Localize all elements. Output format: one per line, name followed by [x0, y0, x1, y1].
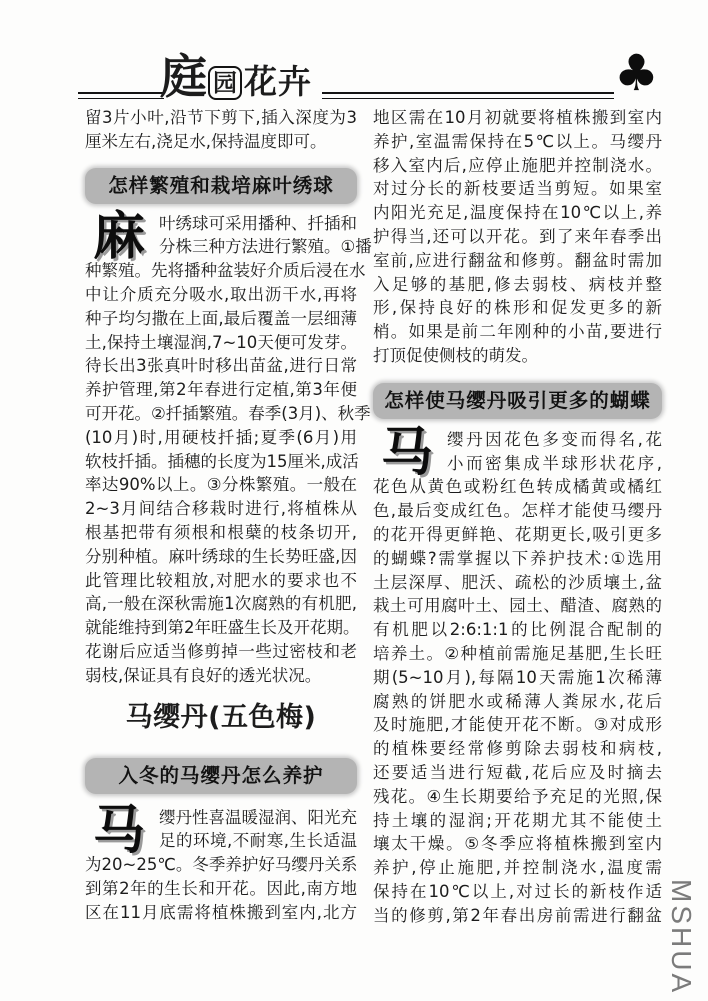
text-line: 分别种植。麻叶绣球的生长势旺盛,因	[85, 546, 357, 566]
text-line: 叶绣球可采用播种、扦插和	[159, 213, 357, 233]
text-line: 留3片小叶,沿节下剪下,插入深度为3	[85, 108, 357, 127]
text-line: 的蝴蝶?需掌握以下养护技术:①选用	[373, 548, 662, 568]
text-line: 厘米左右,浇足水,保持温度即可。	[85, 131, 327, 151]
intro-paragraph	[85, 106, 357, 154]
text-line: 根基把带有须根和根蘖的枝条切开,	[85, 522, 357, 542]
text-line: 入足够的基肥,修去弱枝、病枝并整	[373, 274, 662, 294]
text-line: 区在11月底需将植株搬到室内,北方	[85, 902, 357, 922]
article-spiraea-lines	[85, 206, 372, 688]
page-header-title	[160, 50, 312, 105]
text-line: 率达90%以上。③分株繁殖。一般在	[85, 475, 357, 495]
section-header-lantana-winter-care: 入冬的马缨丹怎么养护	[85, 758, 357, 794]
section-header-propagate-spiraea: 怎样繁殖和栽培麻叶绣球	[85, 168, 357, 204]
dropcap-ma-hemp: 麻	[92, 206, 145, 267]
text-line: 色,最后变成红色。怎样才能使马缨丹	[373, 501, 662, 521]
text-line: 室前,应进行翻盆和修剪。翻盆时需加	[373, 250, 662, 270]
text-line: 还要适当进行短截,花后应及时摘去	[373, 762, 662, 782]
text-line: 残花。④生长期要给予充足的光照,保	[373, 786, 662, 806]
right-column	[373, 106, 662, 928]
header-text-huahui: 花卉	[244, 62, 312, 101]
text-line: 种繁殖。先将播种盆装好介质后浸在水	[85, 261, 366, 281]
watermark-text: MSHUA	[666, 879, 697, 996]
text-line: 花色从黄色或粉红色转成橘黄或橘红	[373, 477, 662, 497]
header-rule-right	[322, 92, 614, 99]
text-line: 软枝扦插。插穗的长度为15厘米,成活	[85, 451, 359, 471]
text-line: 壤太干燥。⑤冬季应将植株搬到室内	[373, 834, 662, 854]
text-line: 期(5~10月),每隔10天需施1次稀薄	[373, 667, 662, 687]
page-header	[0, 44, 708, 106]
text-line: 养护,室温需保持在5℃以上。马缨丹	[373, 131, 662, 151]
text-line: 足的环境,不耐寒,生长适温	[159, 831, 357, 851]
section-header-lantana-butterflies: 怎样使马缨丹吸引更多的蝴蝶	[373, 383, 662, 419]
text-line: 栽土可用腐叶土、园土、醋渣、腐熟的	[373, 596, 662, 616]
text-line: 分株三种方法进行繁殖。①播	[159, 237, 372, 257]
article-lantana-winter-body	[85, 800, 358, 925]
text-line: 养护,停止施肥,并控制浇水,温度需	[373, 858, 662, 878]
article-spiraea-body	[85, 206, 372, 688]
article-title-lantana: 马缨丹(五色梅)	[125, 701, 317, 733]
text-line: 对过分长的新枝要适当剪短。如果室	[373, 179, 662, 199]
text-line: 就能维持到第2年旺盛生长及开花期。	[85, 618, 360, 638]
dropcap-ma-horse-right: 马	[380, 422, 433, 483]
text-columns	[85, 106, 662, 928]
text-line: 打顶促使侧枝的萌发。	[373, 345, 538, 365]
header-char-ting: 庭	[160, 50, 205, 105]
text-line: 可开花。②扦插繁殖。春季(3月)、秋季	[85, 403, 371, 423]
article-butterflies-body	[373, 422, 662, 928]
text-line: 土层深厚、肥沃、疏松的沙质壤土,盆	[373, 572, 662, 592]
article-butterflies-lines	[373, 422, 662, 928]
continued-paragraph	[373, 106, 662, 368]
text-line: 高,一般在深秋需施1次腐熟的有机肥,	[85, 594, 357, 614]
text-line: 土,保持土壤湿润,7~10天便可发芽。	[85, 332, 357, 352]
text-line: 待长出3张真叶时移出苗盆,进行日常	[85, 356, 357, 376]
text-line: 护得当,还可以开花。到了来年春季出	[373, 226, 662, 246]
text-line: 及时施肥,才能使开花不断。③对成形	[373, 715, 662, 735]
text-line: 移入室内后,应停止施肥并控制浇水。	[373, 155, 662, 175]
text-line: 缨丹性喜温暖湿润、阳光充	[159, 807, 357, 827]
dropcap-ma-horse-left: 马	[92, 800, 145, 861]
text-line: 弱枝,保证具有良好的透光状况。	[85, 665, 322, 685]
text-line: 为20~25℃。冬季养护好马缨丹关系	[85, 855, 358, 875]
text-line: 腐熟的饼肥水或稀薄人粪尿水,花后	[373, 691, 662, 711]
text-line: 此管理比较粗放,对肥水的要求也不	[85, 570, 357, 590]
text-line: 保持在10℃以上,对过长的新枝作适	[373, 881, 662, 901]
text-line: 有机肥以2:6:1:1的比例混合配制的	[373, 620, 662, 640]
text-line: 的花开得更鲜艳、花期更长,吸引更多	[373, 524, 662, 544]
text-line: 地区需在10月初就要将植株搬到室内	[373, 108, 662, 127]
text-line: 培养土。②种植前需施足基肥,生长旺	[373, 643, 662, 663]
text-line: 缨丹因花色多变而得名,花	[447, 429, 662, 449]
left-column	[85, 106, 372, 928]
text-line: (10月)时,用硬枝扦插;夏季(6月)用	[85, 427, 357, 447]
text-line: 小而密集成半球形状花序,	[447, 453, 662, 473]
header-char-yuan-boxed: 园	[208, 66, 242, 100]
club-tree-ornament-icon: ♣	[614, 44, 659, 102]
text-line: 持土壤的湿润;开花期尤其不能使土	[373, 810, 662, 830]
text-line: 内阳光充足,温度保持在10℃以上,养	[373, 203, 662, 223]
text-line: 养护管理,第2年春进行定植,第3年便	[85, 380, 357, 400]
text-line: 2~3月间结合移栽时进行,将植株从	[85, 499, 357, 519]
text-line: 当的修剪,第2年春出房前需进行翻盆	[373, 905, 662, 925]
text-line: 形,保持良好的株形和促发更多的新	[373, 298, 662, 318]
text-line: 中让介质充分吸水,取出沥干水,再将	[85, 284, 357, 304]
text-line: 梢。如果是前二年刚种的小苗,要进行	[373, 322, 662, 342]
text-line: 到第2年的生长和开花。因此,南方地	[85, 878, 357, 898]
text-line: 花谢后应适当修剪掉一些过密枝和老	[85, 641, 357, 661]
text-line: 种子均匀撒在上面,最后覆盖一层细薄	[85, 308, 357, 328]
header-rule-left	[78, 92, 164, 99]
text-line: 的植株要经常修剪除去弱枝和病枝,	[373, 739, 662, 759]
